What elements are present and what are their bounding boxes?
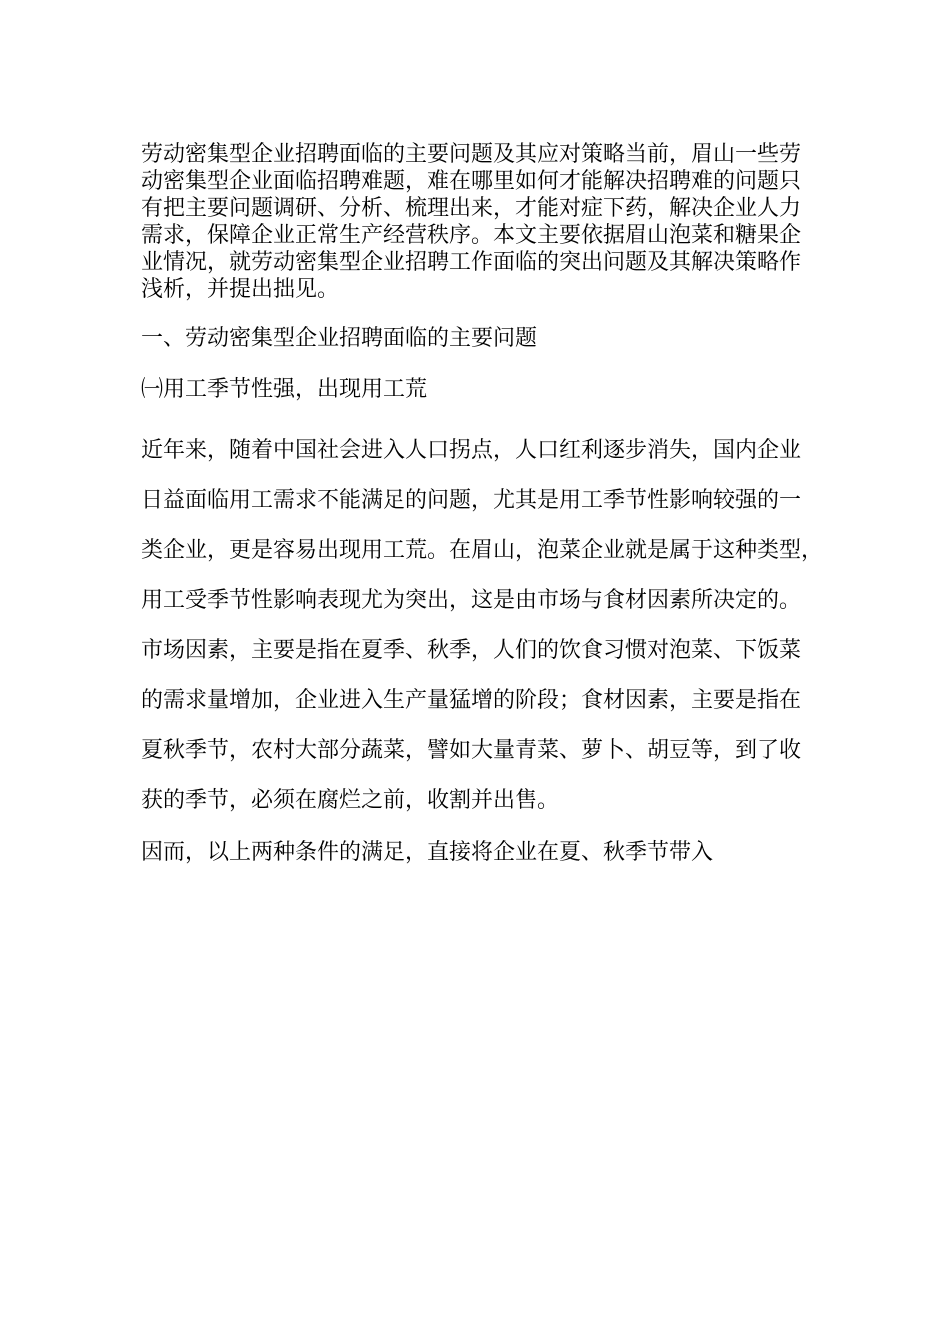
- body-paragraph: [141, 426, 831, 826]
- body-line: 日益面临用工需求不能满足的问题，尤其是用工季节性影响较强的一: [141, 488, 802, 513]
- intro-line: 动密集型企业面临招聘难题，难在哪里如何才能解决招聘难的问题只: [141, 169, 802, 194]
- body-line: 近年来，随着中国社会进入人口拐点，人口红利逐步消失，国内企业: [141, 438, 802, 463]
- body-line: 市场因素，主要是指在夏季、秋季，人们的饮食习惯对泡菜、下饭菜: [141, 638, 802, 663]
- body-line: 类企业，更是容易出现用工荒。在眉山，泡菜企业就是属于这种类型，: [141, 538, 824, 563]
- document-body: [141, 141, 831, 878]
- intro-line: 浅析，并提出拙见。: [141, 277, 340, 302]
- section-heading: 一、劳动密集型企业招聘面临的主要问题: [141, 326, 538, 351]
- intro-paragraph: [141, 141, 831, 303]
- body-line: 的需求量增加，企业进入生产量猛增的阶段；食材因素，主要是指在: [141, 688, 802, 713]
- intro-line: 有把主要问题调研、分析、梳理出来，才能对症下药，解决企业人力: [141, 196, 802, 221]
- intro-line: 业情况，就劳动密集型企业招聘工作面临的突出问题及其解决策略作: [141, 250, 802, 275]
- final-paragraph-line: 因而，以上两种条件的满足，直接将企业在夏、秋季节带入: [141, 840, 714, 865]
- body-line: 获的季节，必须在腐烂之前，收割并出售。: [141, 788, 560, 813]
- subsection-heading: ㈠用工季节性强，出现用工荒: [141, 377, 428, 402]
- body-line: 用工受季节性影响表现尤为突出，这是由市场与食材因素所决定的。: [141, 588, 802, 613]
- intro-line: 需求，保障企业正常生产经营秩序。本文主要依据眉山泡菜和糖果企: [141, 223, 802, 248]
- body-line: 夏秋季节，农村大部分蔬菜，譬如大量青菜、萝卜、胡豆等，到了收: [141, 738, 802, 763]
- intro-line: 劳动密集型企业招聘面临的主要问题及其应对策略当前，眉山一些劳: [141, 142, 802, 167]
